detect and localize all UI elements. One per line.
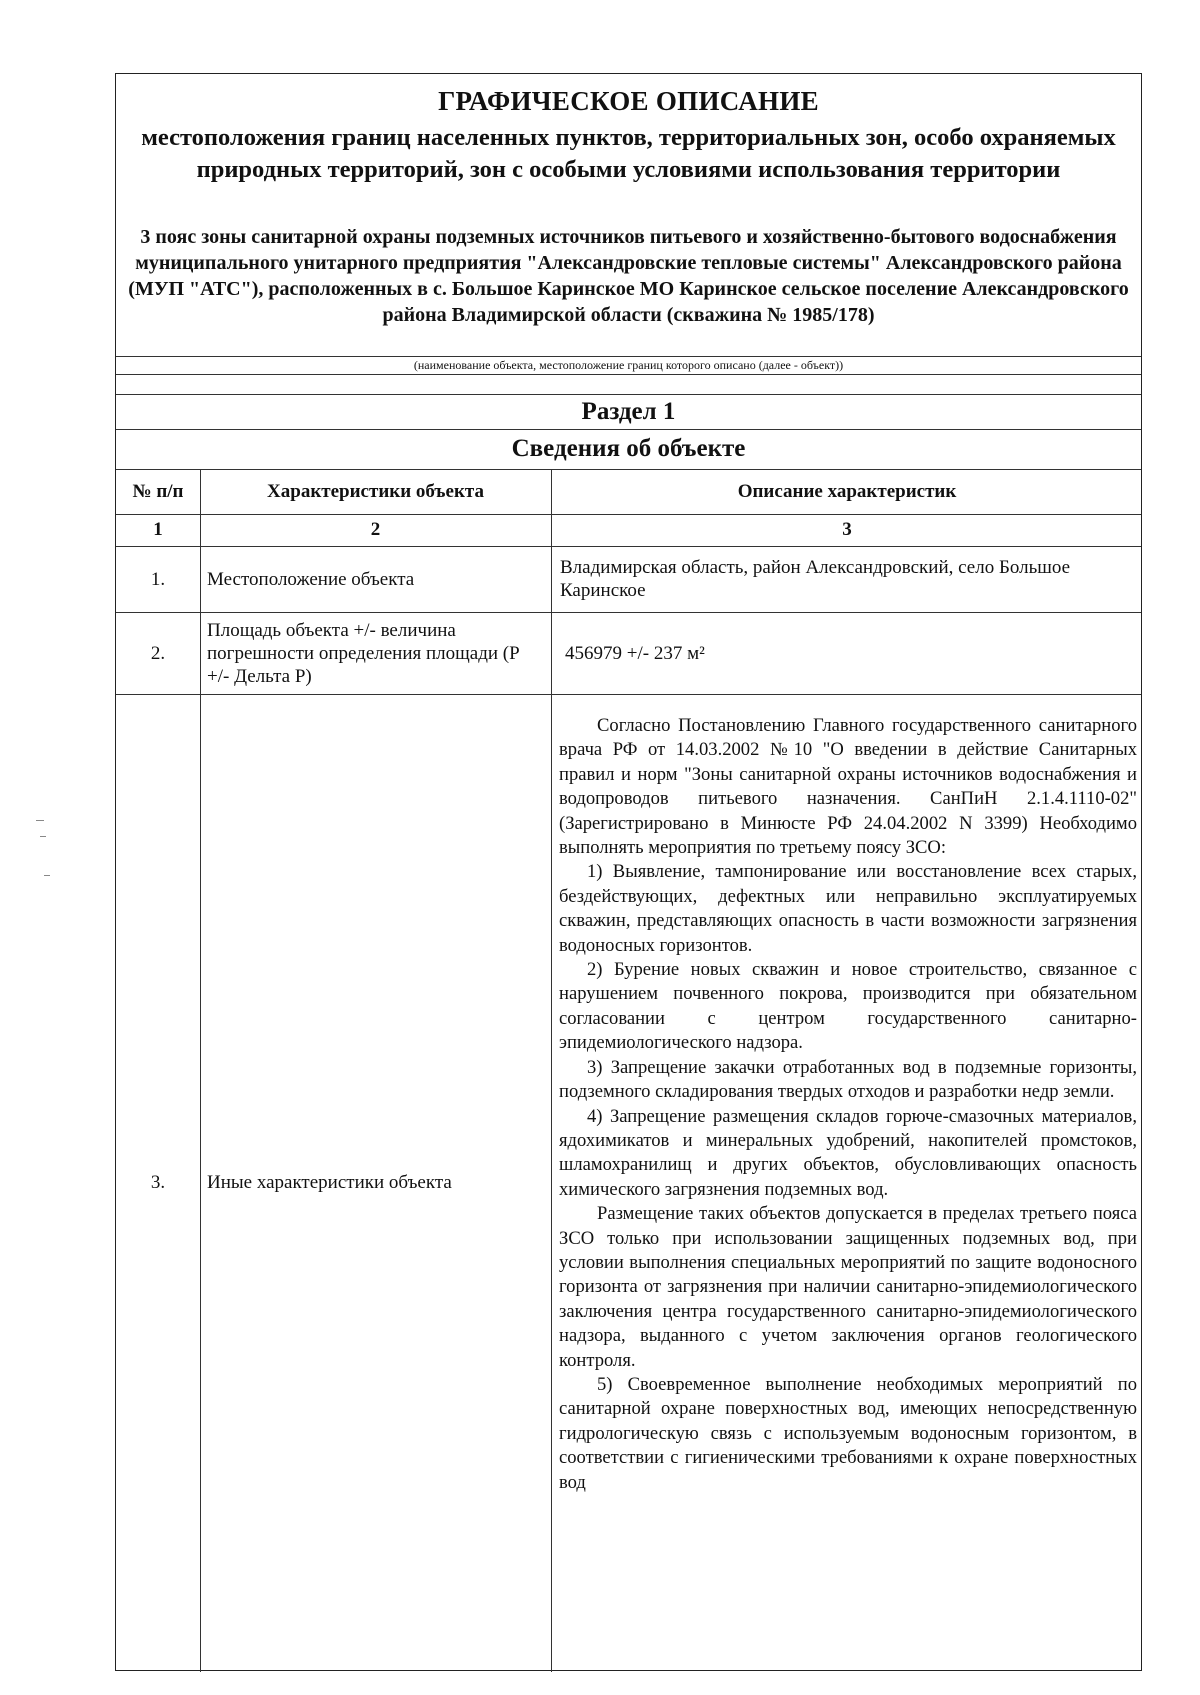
paragraph: 4) Запрещение размещения складов горюче-смазочных материалов, ядохимикатов и минеральных удобрений, накопителей промстоков, шламохранилищ и других объектов, обусловливающих опасность химического загрязнения подземных вод. [559, 1105, 1137, 1200]
row-description: Владимирская область, район Александровский, село Большое Каринское [560, 557, 1071, 601]
row-characteristic: Местоположение объекта [207, 568, 415, 590]
scan-artifact [44, 875, 50, 876]
paragraph: 1) Выявление, тампонирование или восстановление всех старых, бездействующих, дефектных или неправильно эксплуатируемых скважин, представляющих опасность в части возможности загрязнения водоносных горизонтов. [559, 861, 1137, 956]
row-number: 2. [150, 642, 166, 664]
section-title: Сведения об объекте [511, 435, 746, 462]
object-name: 3 пояс зоны санитарной охраны подземных источников питьевого и хозяйственно-бытового водоснабжения муниципального унитарного предприятия "Александровские тепловые системы" Александровского района (МУП "АТС"), расположенных в с. Большое Каринское МО Каринское сельское поселение Александровского района Владимирской области (скважина № 1985/178) [128, 226, 1129, 326]
column-header-description: Описание характеристик [737, 480, 957, 502]
row-description: 456979 +/- 237 м² [565, 642, 705, 664]
document-frame [115, 73, 1142, 1671]
row-characteristic: Иные характеристики объекта [207, 1171, 452, 1193]
row-number: 1. [150, 568, 166, 590]
section-number: Раздел 1 [581, 398, 676, 425]
divider [116, 374, 1141, 375]
object-name-hint: (наименование объекта, местоположение границ которого описано (далее - объект)) [413, 358, 844, 372]
paragraph: Согласно Постановлению Главного государственного санитарного врача РФ от 14.03.2002 №10 "О введении в действие Санитарных правил и норм "Зоны санитарной охраны источников водоснабжения и водопроводов питьевого назначения. СанПиН 2.1.4.1110-02" (Зарегистрировано в Минюсте РФ 24.04.2002 N 3399) Необходимо выполнять мероприятия по третьему поясу ЗСО: [559, 715, 1137, 859]
row-number: 3. [150, 1171, 166, 1193]
scan-artifact [40, 836, 46, 837]
row-characteristic: Площадь объекта +/- величина погрешности определения площади (Р +/- Дельта Р) [207, 619, 520, 687]
column-number: 3 [842, 519, 852, 540]
document-title: ГРАФИЧЕСКОЕ ОПИСАНИЕ [438, 86, 819, 116]
column-header-number: № п/п [132, 480, 184, 502]
document-subtitle: местоположения границ населенных пунктов, территориальных зон, особо охраняемых природных территорий, зон с особыми условиями использования территории [141, 124, 1116, 183]
paragraph: 5) Своевременное выполнение необходимых мероприятий по санитарной охране поверхностных вод, имеющих непосредственную гидрологическую связь с используемым водоносным горизонтом, в соответствии с гигиеническими требованиями к охране поверхностных вод [559, 1373, 1137, 1493]
row-description-text [551, 714, 1143, 1495]
paragraph: Размещение таких объектов допускается в пределах третьего пояса ЗСО только при использовании защищенных подземных вод, при условии выполнения специальных мероприятий по защите водоносного горизонта от загрязнения при наличии санитарно-эпидемиологического заключения центра государственного санитарно-эпидемиологического надзора, выданного с учетом заключения органов геологического контроля. [559, 1203, 1137, 1371]
column-number: 1 [153, 519, 163, 540]
scan-artifact [36, 820, 44, 821]
paragraph: 2) Бурение новых скважин и новое строительство, связанное с нарушением почвенного покрова, производится при обязательном согласовании с центром государственного санитарно-эпидемиологического надзора. [559, 959, 1137, 1054]
column-header-characteristic: Характеристики объекта [267, 480, 484, 502]
divider [116, 356, 1141, 357]
paragraph: 3) Запрещение закачки отработанных вод в подземные горизонты, подземного складирования твердых отходов и разработки недр земли. [559, 1056, 1137, 1103]
column-number: 2 [370, 519, 381, 540]
